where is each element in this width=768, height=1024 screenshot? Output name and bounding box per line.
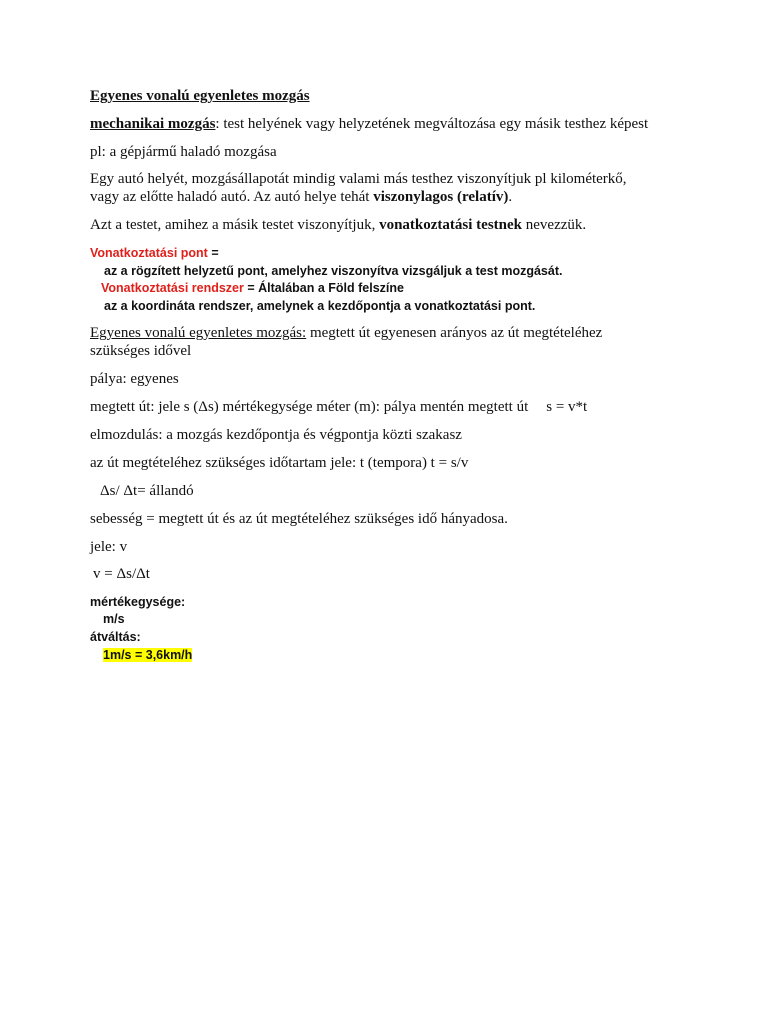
reference-point-definition: az a rögzített helyzetű pont, amelyhez viszonyítva vizsgáljuk a test mozgását. xyxy=(104,264,563,278)
time-line: az út megtételéhez szükséges időtartam jele: t (tempora) t = s/v xyxy=(90,455,469,471)
conversion-heading: átváltás: xyxy=(90,630,141,644)
term-reference-body: vonatkoztatási testnek xyxy=(379,217,523,233)
reference-point-label: Vonatkoztatási pont xyxy=(90,246,208,260)
reference-system-line xyxy=(101,279,404,297)
paragraph-relative-line2 xyxy=(90,188,512,206)
velocity-definition-line: sebesség = megtett út és az út megtételéhez szükséges idő hányadosa. xyxy=(90,511,508,527)
definition-mechanical-motion xyxy=(90,115,648,133)
highlighted-conversion: 1m/s = 3,6km/h xyxy=(103,648,193,662)
reference-point-heading xyxy=(90,244,219,262)
paragraph-relative-line1: Egy autó helyét, mozgásállapotát mindig valami más testhez viszonyítjuk pl kilométerkő, xyxy=(90,171,627,187)
reference-system-text: = Általában a Föld felszíne xyxy=(243,281,404,295)
definition-text: : test helyének vagy helyzetének megváltozása egy másik testhez képest xyxy=(215,116,649,132)
distance-text: megtett út: jele s (Δs) mértékegysége méter (m): pálya mentén megtett út xyxy=(90,399,529,415)
conversion-value xyxy=(103,646,192,664)
example-line: pl: a gépjármű haladó mozgása xyxy=(90,144,277,160)
velocity-symbol-line: jele: v xyxy=(90,539,128,555)
equals-sign: = xyxy=(207,246,219,260)
constant-ratio-line: Δs/ Δt= állandó xyxy=(100,483,194,499)
relative-text: vagy az előtte haladó autó. Az autó helye tehát xyxy=(90,189,374,205)
term-mechanical-motion: mechanikai mozgás xyxy=(90,116,216,132)
term-relative: viszonylagos (relatív) xyxy=(373,189,509,205)
unit-heading: mértékegysége: xyxy=(90,595,186,609)
uniform-motion-text: megtett út egyenesen arányos az út megtételéhez xyxy=(306,325,603,341)
reference-body-end: nevezzük. xyxy=(522,217,587,233)
paragraph-reference-body xyxy=(90,216,586,234)
reference-system-label: Vonatkoztatási rendszer xyxy=(101,281,244,295)
term-uniform-motion: Egyenes vonalú egyenletes mozgás: xyxy=(90,325,307,341)
uniform-motion-line1 xyxy=(90,324,602,342)
reference-body-text: Azt a testet, amihez a másik testet viszonyítjuk, xyxy=(90,217,380,233)
period: . xyxy=(508,189,513,205)
distance-line xyxy=(90,398,587,416)
uniform-motion-line2: szükséges idővel xyxy=(90,343,192,359)
velocity-formula-line: v = Δs/Δt xyxy=(93,566,150,582)
reference-system-definition: az a koordináta rendszer, amelynek a kezdőpontja a vonatkoztatási pont. xyxy=(104,299,536,313)
unit-value: m/s xyxy=(103,612,125,626)
distance-formula: s = v*t xyxy=(546,399,588,415)
path-line: pálya: egyenes xyxy=(90,371,179,387)
document-title: Egyenes vonalú egyenletes mozgás xyxy=(90,88,310,104)
displacement-line: elmozdulás: a mozgás kezdőpontja és végpontja közti szakasz xyxy=(90,427,462,443)
